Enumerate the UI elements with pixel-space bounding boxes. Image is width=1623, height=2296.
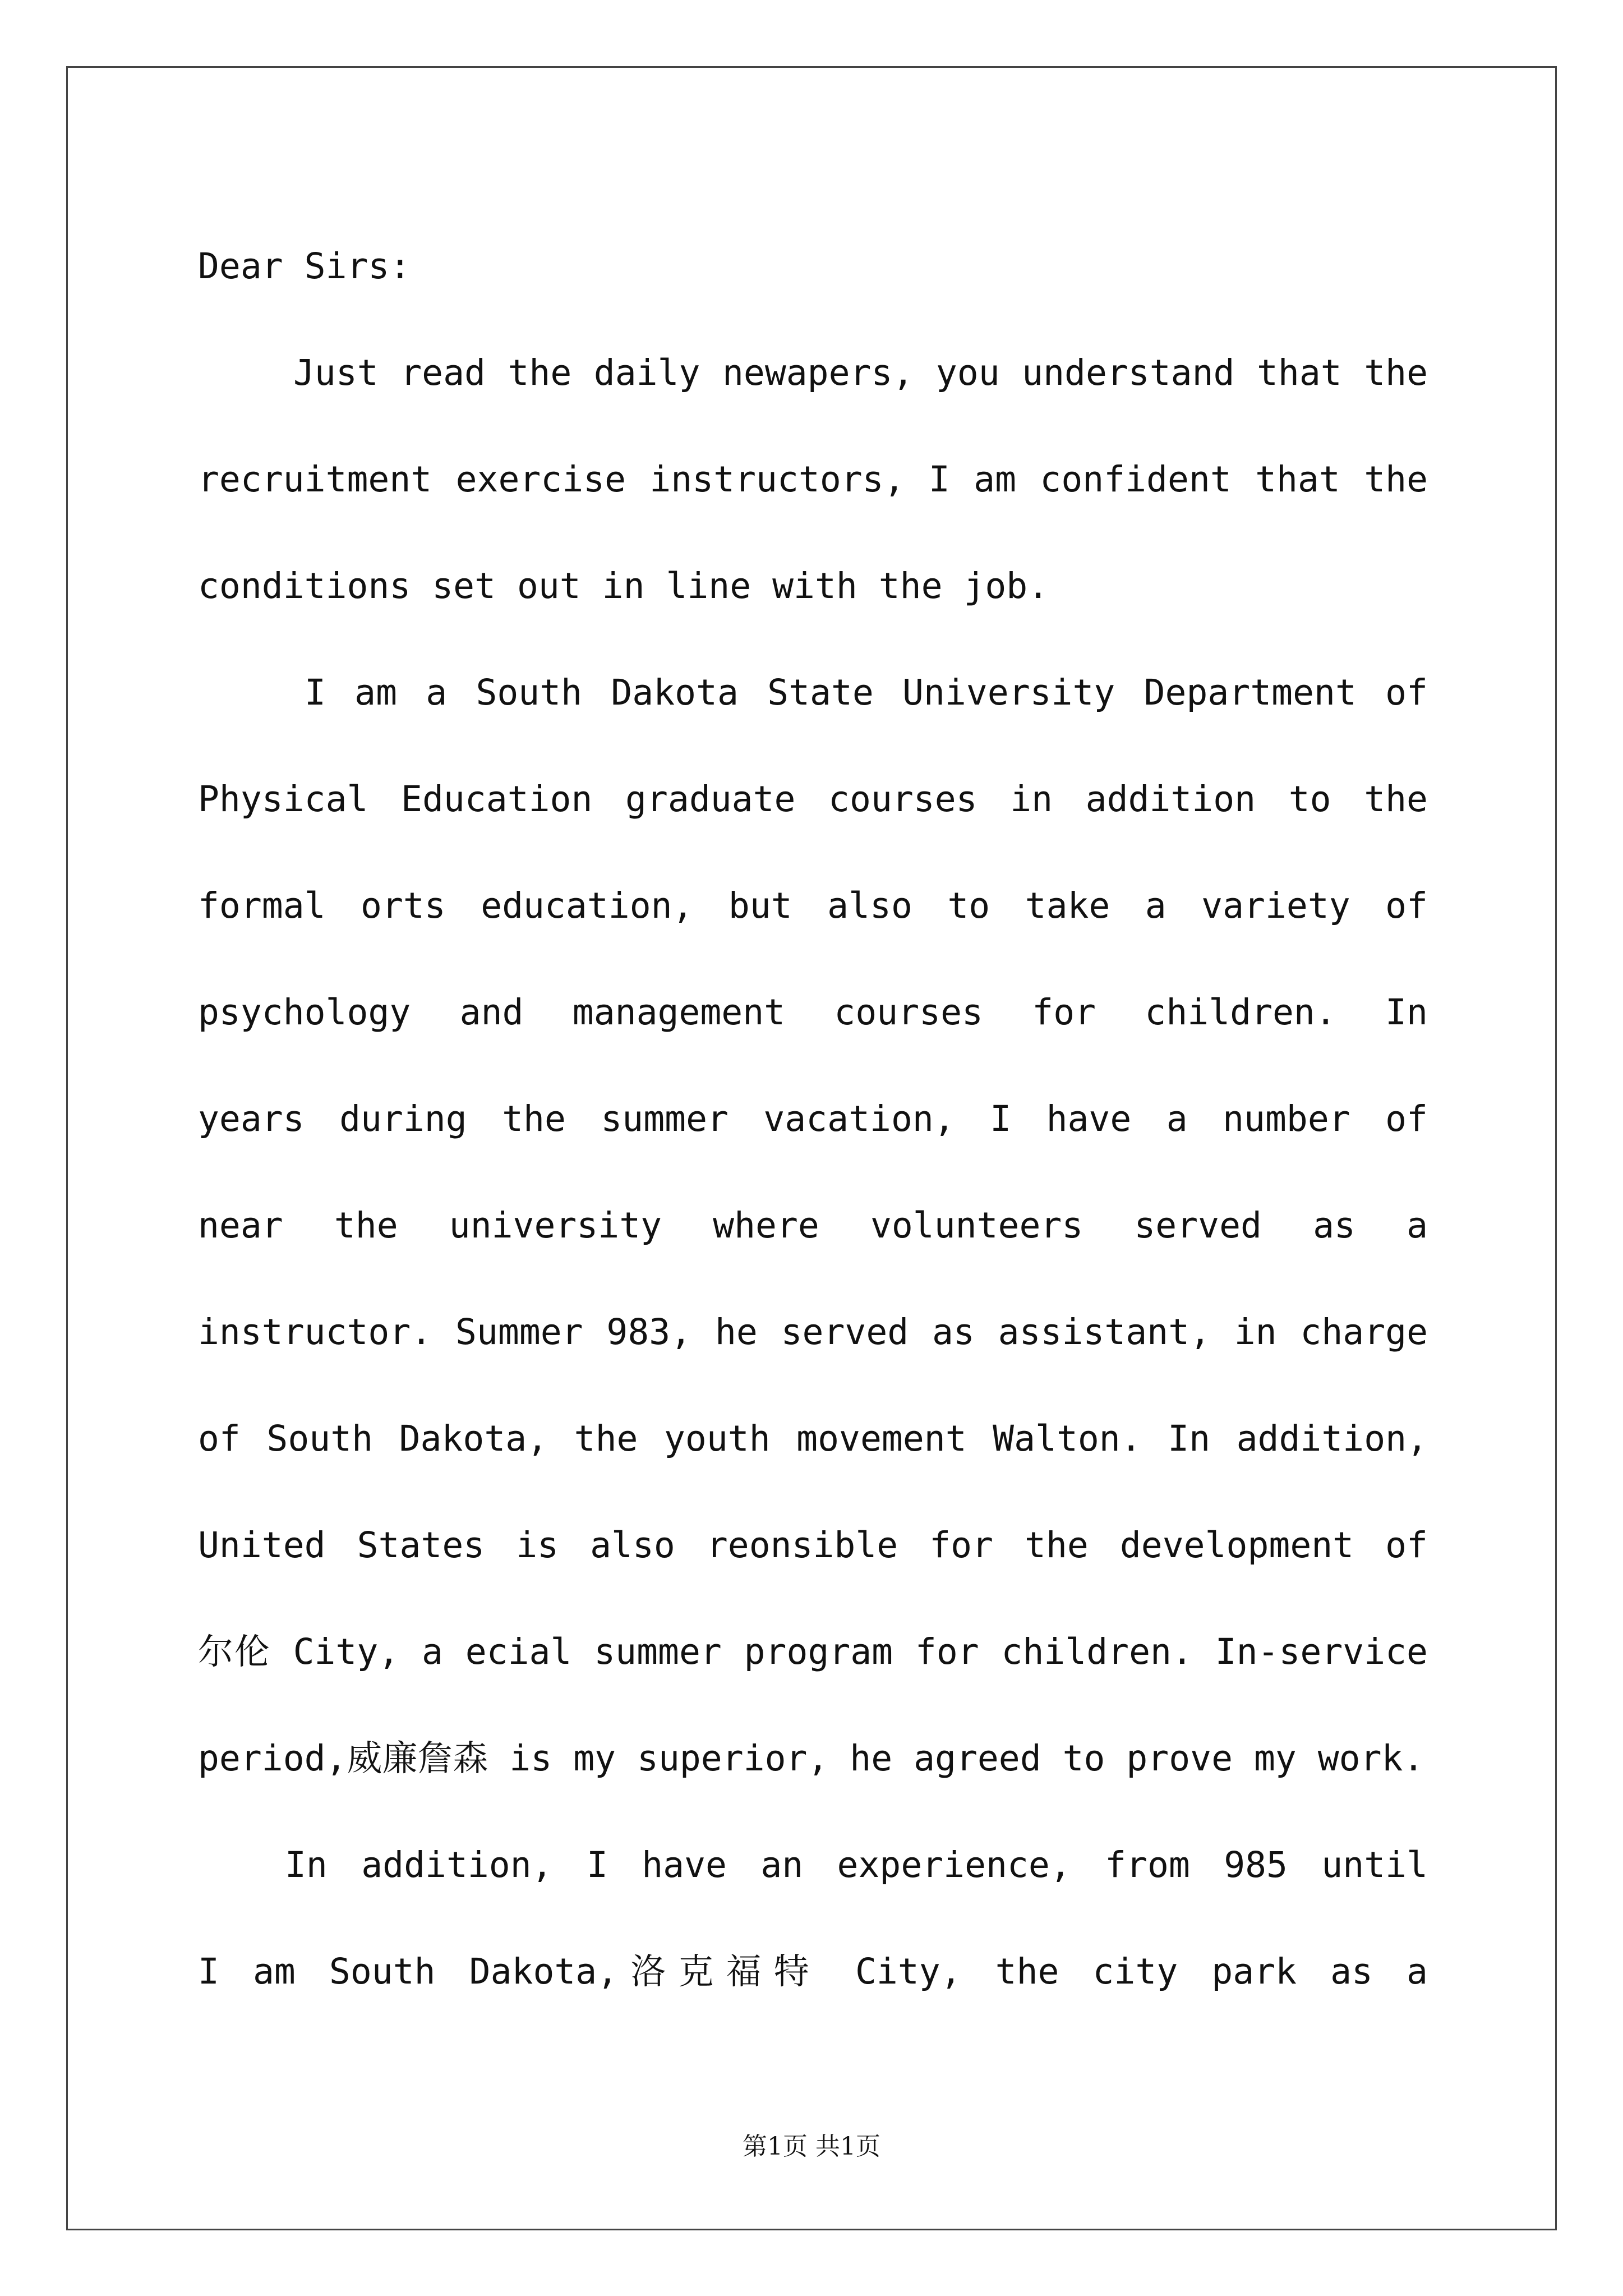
page-number-footer: 第1页 共1页 — [743, 2132, 880, 2161]
body-line: I am a South Dakota State University Department of — [305, 672, 1428, 713]
body-line: Physical Education graduate courses in addition to the — [198, 779, 1428, 820]
body-line: of South Dakota, the youth movement Walton. In addition, — [198, 1418, 1428, 1459]
body-line: I am South Dakota,洛克福特 City, the city park as a — [198, 1951, 1428, 1992]
body-line: period,威廉詹森 is my superior, he agreed to prove my work. — [198, 1738, 1424, 1779]
body-line: Just read the daily newapers, you understand that the — [293, 352, 1428, 393]
letter-body — [198, 213, 1428, 2025]
body-line: 尔伦 City, a ecial summer program for children. In-service — [198, 1631, 1428, 1672]
body-line: instructor. Summer 983, he served as assistant, in charge — [198, 1312, 1428, 1352]
body-line: United States is also reonsible for the development of — [198, 1525, 1428, 1566]
body-line: conditions set out in line with the job. — [198, 565, 1049, 606]
body-line: psychology and management courses for children. In — [198, 992, 1428, 1033]
salutation: Dear Sirs: — [198, 246, 411, 287]
body-line: years during the summer vacation, I have a number of — [198, 1098, 1428, 1139]
body-line: near the university where volunteers served as a — [198, 1205, 1428, 1246]
body-line: recruitment exercise instructors, I am confident that the — [198, 459, 1428, 500]
body-line: formal orts education, but also to take a variety of — [198, 885, 1428, 926]
body-line: In addition, I have an experience, from 985 until — [285, 1844, 1428, 1885]
